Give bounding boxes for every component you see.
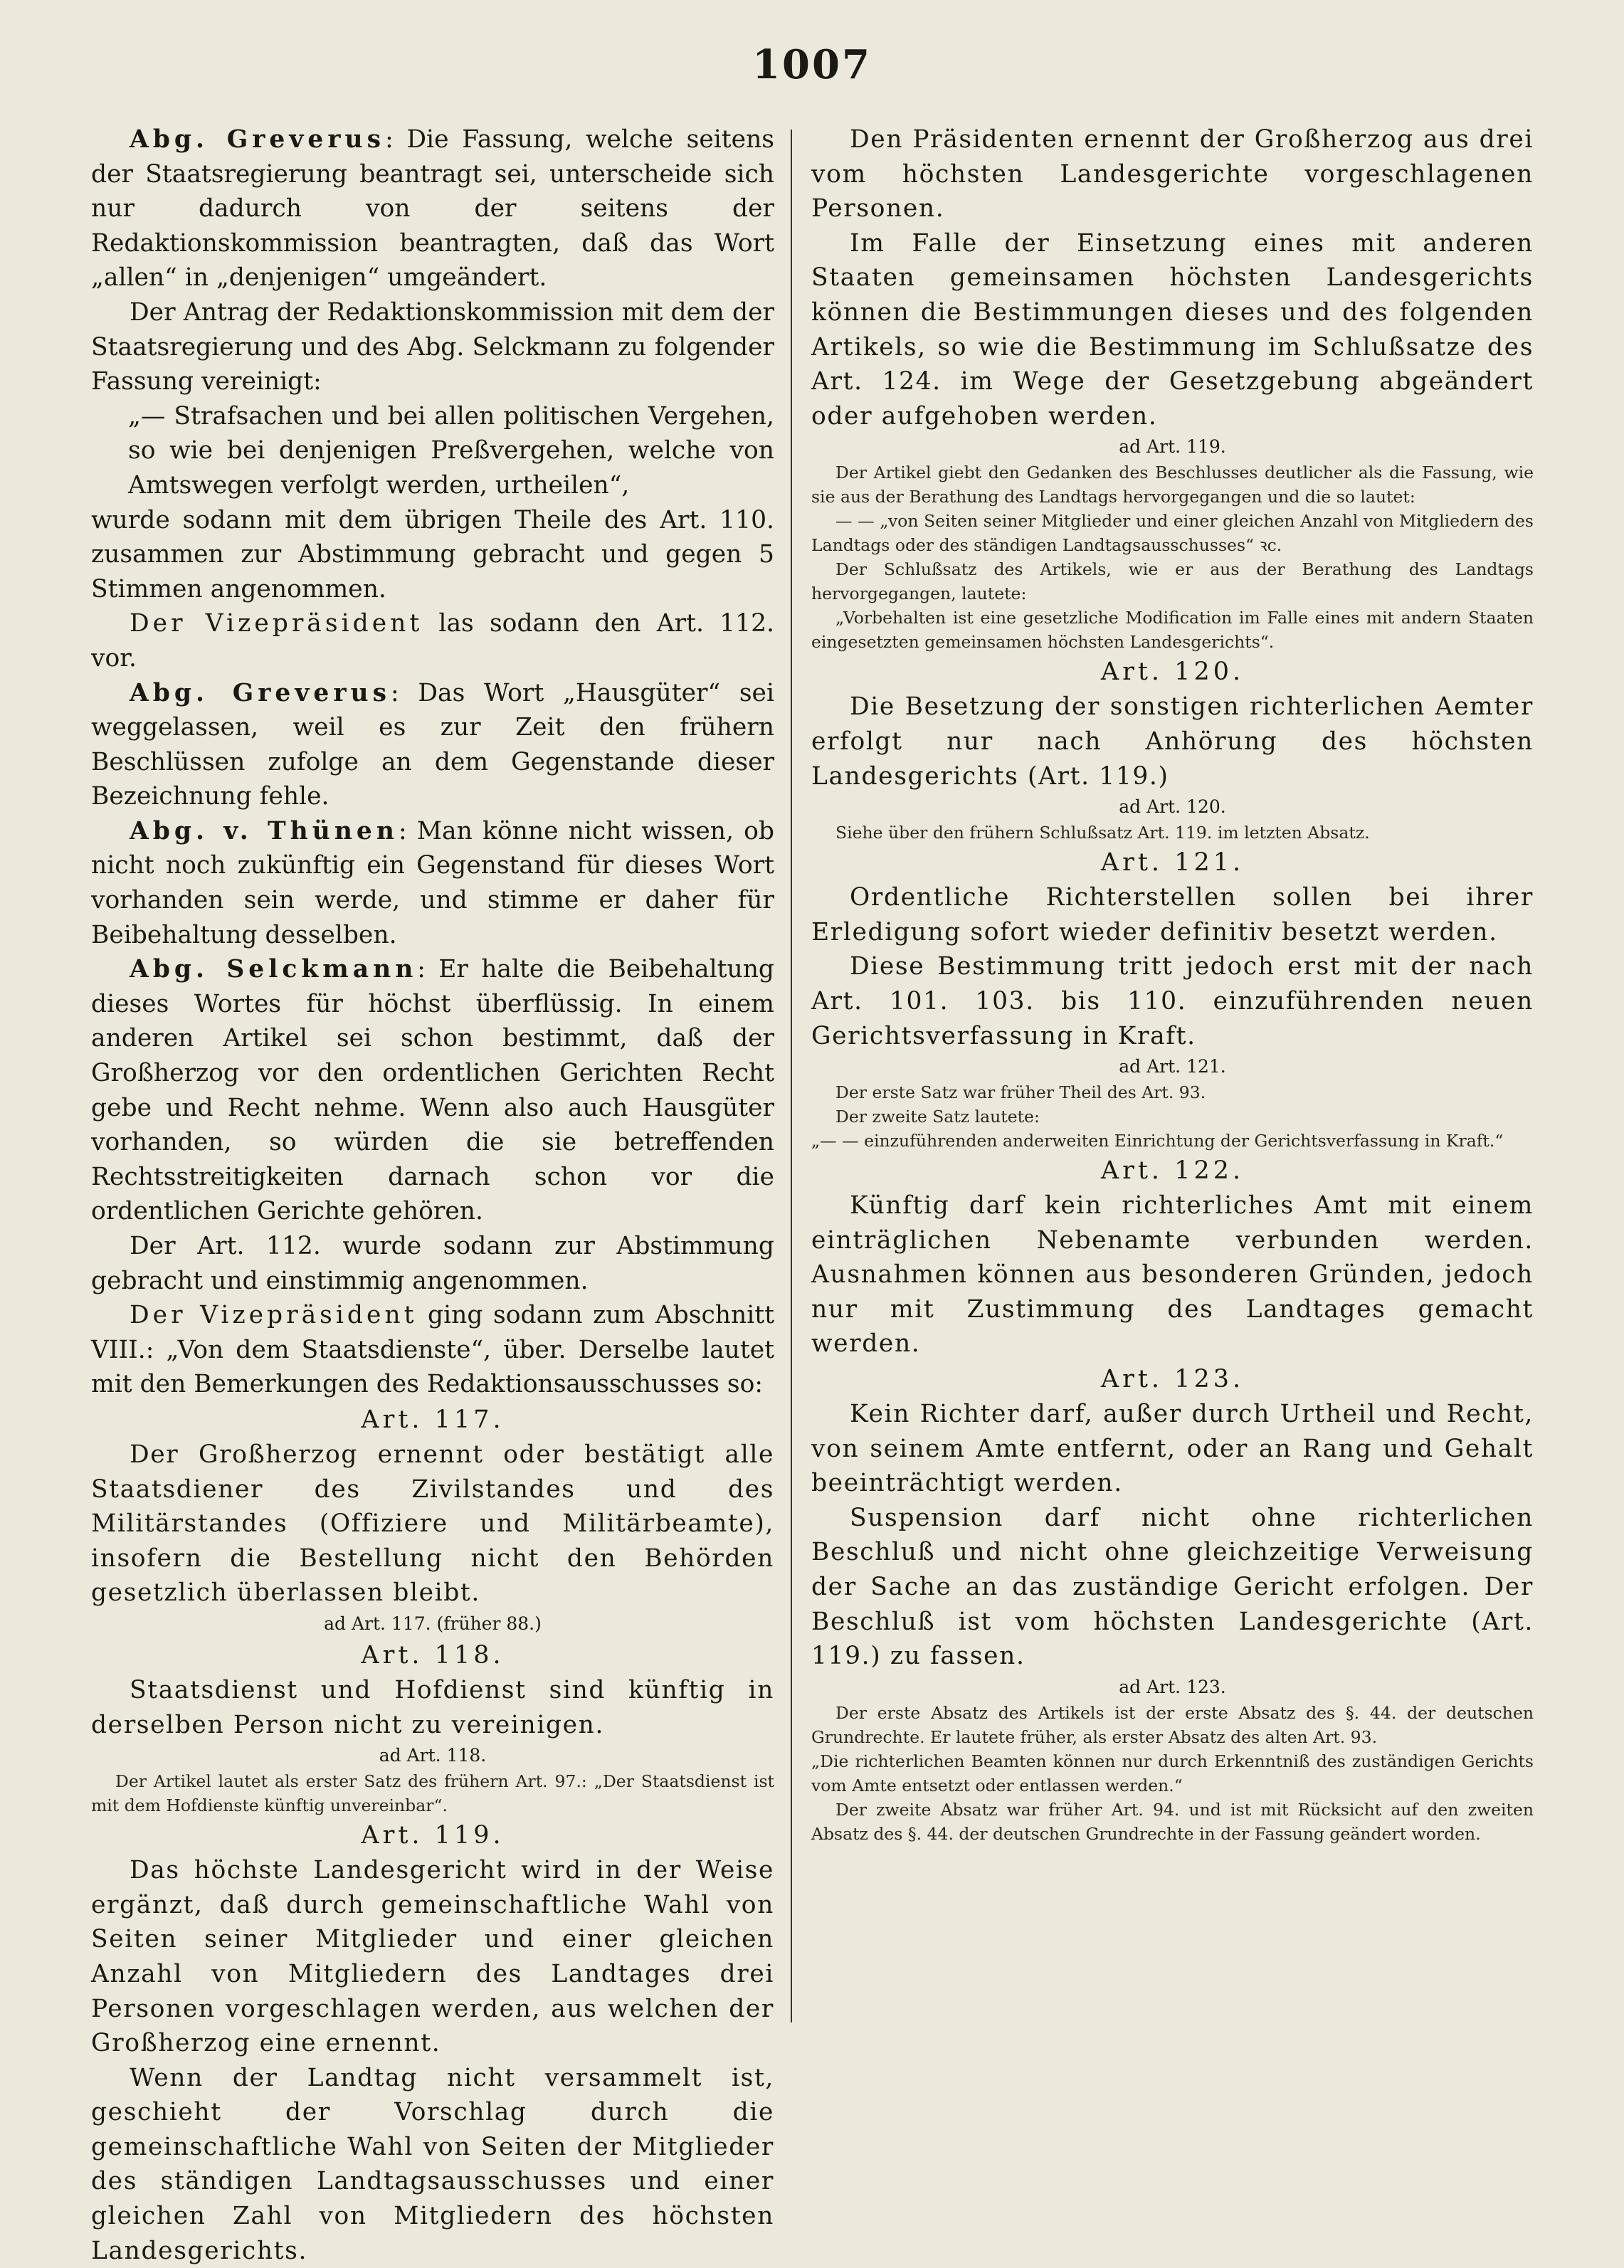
- paragraph-selckmann: [91, 952, 774, 1229]
- article-120-text: Die Besetzung der sonstigen richterlichen Aemter erfolgt nur nach Anhörung des höchsten Landesgerichts (Art. 119.): [811, 692, 1534, 791]
- article-122-heading: Art. 122.: [1100, 1156, 1245, 1186]
- ad-article-121-note-2: Der zweite Satz lautete:: [835, 1107, 1040, 1127]
- paragraph-vizepraesident-2: [91, 1298, 774, 1402]
- right-column: [811, 122, 1534, 1846]
- article-119-heading: Art. 119.: [361, 1821, 505, 1850]
- speaker-name: Der Vizepräsident: [130, 609, 423, 638]
- article-120-heading: Art. 120.: [1100, 658, 1245, 687]
- article-119-paragraph-2: Wenn der Landtag nicht versammelt ist, geschieht der Vorschlag durch die gemeinschaftliche Wahl von Seiten der Mitglieder des ständigen Landtagsausschusses und einer gleichen Zahl von Mitgliedern des höchsten Landesgerichts.: [91, 2063, 774, 2265]
- ad-article-118: ad Art. 118.: [379, 1745, 487, 1766]
- paragraph-vizepraesident-1: [91, 606, 774, 675]
- ad-article-121-note-1: Der erste Satz war früher Theil des Art. 93.: [835, 1082, 1206, 1103]
- ad-article-123-note-1: Der erste Absatz des Artikels ist der erste Absatz des §. 44. der deutschen Grundrechte. Er lautete früher, als erster Absatz des alten Art. 93.: [811, 1702, 1534, 1747]
- ad-article-121: ad Art. 121.: [1119, 1056, 1226, 1077]
- page-number: 1007: [752, 41, 872, 88]
- article-121-heading: Art. 121.: [1100, 848, 1245, 877]
- article-118-heading: Art. 118.: [361, 1640, 505, 1670]
- speech-text: ging sodann zum Abschnitt VIII.: „Von dem Staatsdienste“, über. Derselbe lautet mit den Bemerkungen des Redaktionsausschusses so:: [91, 1301, 774, 1399]
- paragraph-greverus-1: [91, 122, 774, 295]
- speech-text: : Man könne nicht wissen, ob nicht noch zukünftig ein Gegenstand für dieses Wort vorhanden sein werde, und stimme er daher für Beibehaltung desselben.: [91, 816, 774, 949]
- article-123-paragraph-2: Suspension darf nicht ohne richterlichen Beschluß und nicht ohne gleichzeitige Verweisung der Sache an das zuständige Gericht erfolgen. Der Beschluß ist vom höchsten Landesgerichte (Art. 119.) zu fassen.: [811, 1503, 1534, 1671]
- paragraph-greverus-2: [91, 676, 774, 814]
- speech-text: : Er halte die Beibehaltung dieses Wortes für höchst überflüssig. In einem anderen Artikel sei schon bestimmt, daß der Großherzog vor den ordentlichen Gerichten Recht gebe und Recht nehme. Wenn also auch Hausgüter vorhanden, so würden die sie betreffenden Rechtsstreitigkeiten darnach schon vor die ordentlichen Gerichte gehören.: [91, 955, 774, 1226]
- article-117-heading: Art. 117.: [361, 1405, 505, 1434]
- article-117-text: Der Großherzog ernennt oder bestätigt alle Staatsdiener des Zivilstandes und des Militärstandes (Offiziere und Militärbeamte), insofern die Bestellung nicht den Behörden gesetzlich überlassen bleibt.: [91, 1440, 774, 1608]
- article-119-paragraph-3: Den Präsidenten ernennt der Großherzog aus drei vom höchsten Landesgerichte vorgeschlagenen Personen.: [811, 125, 1534, 223]
- ad-article-123: ad Art. 123.: [1119, 1676, 1226, 1697]
- speech-text: las sodann den Art. 112. vor.: [91, 609, 774, 673]
- ad-article-120: ad Art. 120.: [1119, 796, 1226, 818]
- ad-article-123-note-2: „Die richterlichen Beamten können nur durch Erkenntniß des zuständigen Gerichts vom Amte entsetzt oder entlassen werden.“: [811, 1751, 1534, 1795]
- paragraph-antrag: Der Antrag der Redaktionskommission mit dem der Staatsregierung und des Abg. Selckmann zu folgender Fassung vereinigt:: [91, 297, 774, 396]
- speaker-name: Abg. Greverus: [130, 678, 391, 707]
- ad-article-121-note-3: „— — einzuführenden anderweiten Einrichtung der Gerichtsverfassung in Kraft.“: [811, 1131, 1504, 1151]
- quoted-formulation: „— Strafsachen und bei allen politischen Vergehen, so wie bei denjenigen Preßvergehen, welche von Amtswegen verfolgt werden, urtheilen“,: [128, 401, 774, 500]
- left-column: [91, 122, 774, 2268]
- paragraph-abstimmung-110: wurde sodann mit dem übrigen Theile des Art. 110. zusammen zur Abstimmung gebracht und gegen 5 Stimmen angenommen.: [91, 505, 774, 603]
- ad-article-119-note-3: Der Schlußsatz des Artikels, wie er aus der Berathung des Landtags hervorgegangen, lautete:: [811, 559, 1534, 604]
- speaker-name: Der Vizepräsident: [130, 1301, 418, 1330]
- speaker-name: Abg. v. Thünen: [130, 816, 399, 845]
- paragraph-abstimmung-112: Der Art. 112. wurde sodann zur Abstimmung gebracht und einstimmig angenommen.: [91, 1232, 774, 1295]
- speaker-name: Abg. Selckmann: [130, 955, 418, 984]
- ad-article-119: ad Art. 119.: [1119, 436, 1226, 458]
- article-122-text: Künftig darf kein richterliches Amt mit einem einträglichen Nebenamte verbunden werden. Ausnahmen können aus besonderen Gründen, jedoch nur mit Zustimmung des Landtages gemacht werden.: [811, 1191, 1534, 1359]
- ad-article-119-note-4: „Vorbehalten ist eine gesetzliche Modification im Falle eines mit andern Staaten eingesetzten gemeinsamen höchsten Landesgerichts“.: [811, 608, 1534, 653]
- ad-article-120-note: Siehe über den frühern Schlußsatz Art. 119. im letzten Absatz.: [835, 823, 1370, 843]
- article-121-paragraph-1: Ordentliche Richterstellen sollen bei ihrer Erledigung sofort wieder definitiv besetzt werden.: [811, 883, 1534, 946]
- article-123-paragraph-1: Kein Richter darf, außer durch Urtheil und Recht, von seinem Amte entfernt, oder an Rang und Gehalt beeinträchtigt werden.: [811, 1400, 1534, 1498]
- speech-text: : Das Wort „Hausgüter“ sei weggelassen, weil es zur Zeit den frühern Beschlüssen zufolge an dem Gegenstande dieser Bezeichnung fehle.: [91, 678, 774, 811]
- column-divider: [791, 130, 792, 2022]
- article-123-heading: Art. 123.: [1100, 1365, 1245, 1394]
- ad-article-118-note: Der Artikel lautet als erster Satz des frühern Art. 97.: „Der Staatsdienst ist mit dem Hofdienste künftig unvereinbar“.: [91, 1771, 774, 1816]
- ad-article-119-note-2: — — „von Seiten seiner Mitglieder und einer gleichen Anzahl von Mitgliedern des Landtags oder des ständigen Landtagsausschusses“ ꝛc.: [811, 511, 1534, 556]
- article-121-paragraph-2: Diese Bestimmung tritt jedoch erst mit der nach Art. 101. 103. bis 110. einzuführenden neuen Gerichtsverfassung in Kraft.: [811, 952, 1534, 1050]
- paragraph-thuenen: [91, 814, 774, 952]
- article-119-paragraph-1: Das höchste Landesgericht wird in der Weise ergänzt, daß durch gemeinschaftliche Wahl von Seiten seiner Mitglieder und einer gleichen Anzahl von Mitgliedern des Landtages drei Personen vorgeschlagen werden, aus welchen der Großherzog eine ernennt.: [91, 1856, 774, 2058]
- article-118-text: Staatsdienst und Hofdienst sind künftig in derselben Person nicht zu vereinigen.: [91, 1675, 774, 1739]
- article-119-paragraph-4: Im Falle der Einsetzung eines mit anderen Staaten gemeinsamen höchsten Landesgerichts können die Bestimmungen dieses und des folgenden Artikels, so wie die Bestimmung im Schlußsatze des Art. 124. im Wege der Gesetzgebung abgeändert oder aufgehoben werden.: [811, 228, 1534, 431]
- ad-article-119-note-1: Der Artikel giebt den Gedanken des Beschlusses deutlicher als die Fassung, wie sie aus der Berathung des Landtags hervorgegangen und die so lautet:: [811, 463, 1534, 507]
- ad-article-123-note-3: Der zweite Absatz war früher Art. 94. und ist mit Rücksicht auf den zweiten Absatz des §. 44. der deutschen Grundrechte in der Fassung geändert worden.: [811, 1799, 1534, 1844]
- ad-article-117: ad Art. 117. (früher 88.): [324, 1613, 542, 1634]
- speaker-name: Abg. Greverus: [130, 125, 386, 154]
- speech-text: : Die Fassung, welche seitens der Staatsregierung beantragt sei, unterscheide sich nur dadurch von der seitens der Redaktionskommission beantragten, daß das Wort „allen“ in „denjenigen“ umgeändert.: [91, 125, 775, 292]
